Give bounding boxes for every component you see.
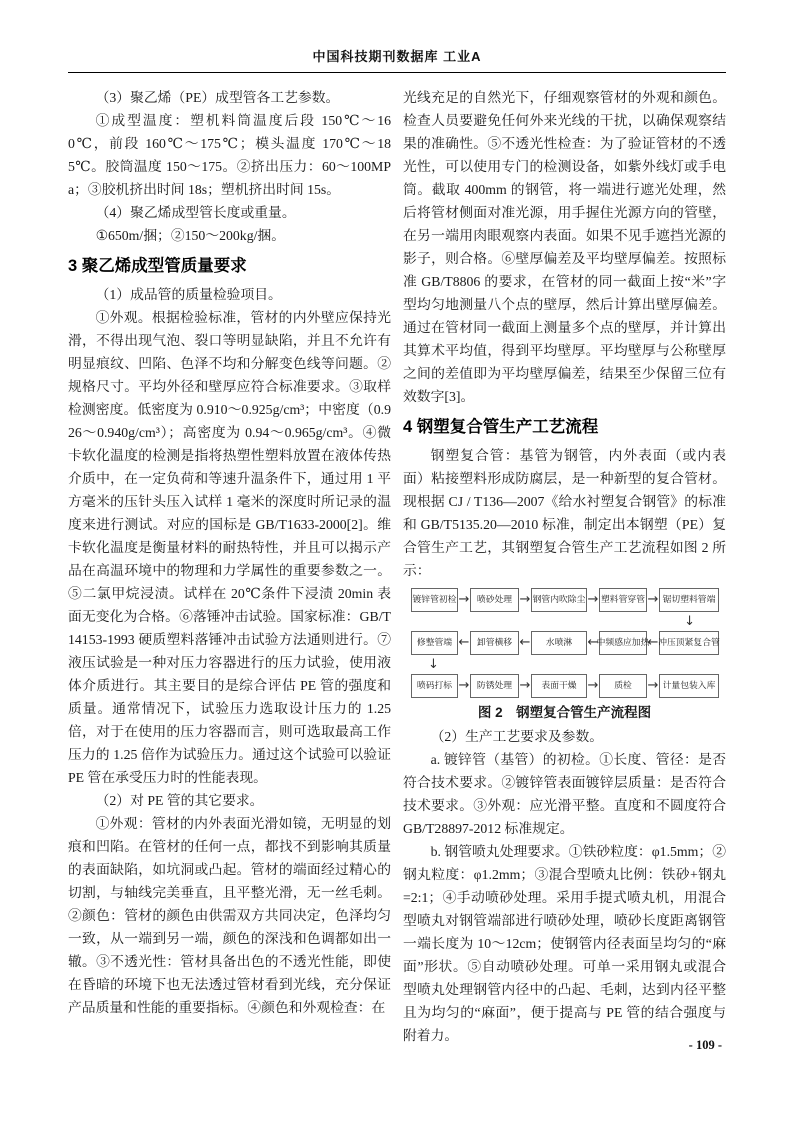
- flow-box: 冲压顶紧复合管: [659, 631, 719, 655]
- flow-box: 喷码打标: [411, 674, 458, 698]
- flow-box: 表面干燥: [531, 674, 587, 698]
- flow-row-1: [411, 588, 719, 612]
- flow-row-3: [411, 674, 719, 698]
- flow-box: 锯切塑料管端: [659, 588, 719, 612]
- flowchart: [411, 588, 719, 698]
- paragraph: ①外观：管材的内外表面光滑如镜，无明显的划痕和凹陷。在管材的任何一点，都找不到影响其质量的表面缺陷，如坑洞或凸起。管材的端面经过精心的切割，与轴线完美垂直，且平整光滑，无一丝毛刺。②颜色：管材的颜色由供需双方共同决定，色泽均匀一致，从一端到另一端，颜色的深浅和色调都如出一辙。③不透光性：管材具备出色的不透光性能，即使在昏暗的环境下也无法透过管材看到光线，充分保证产品质量和性能的重要指标。④颜色和外观检查：在: [68, 816, 391, 1015]
- left-arrow-icon: ←: [519, 635, 531, 650]
- section-heading-4: 4 钢塑复合管生产工艺流程: [403, 418, 599, 436]
- flow-box: 喷砂处理: [470, 588, 519, 612]
- left-arrow-icon: ←: [587, 635, 599, 650]
- right-arrow-icon: →: [647, 678, 659, 693]
- section-heading-3: 3 聚乙烯成型管质量要求: [68, 257, 247, 275]
- down-arrow-icon: ↓: [684, 614, 695, 629]
- flow-box: 防锈处理: [470, 674, 519, 698]
- right-arrow-icon: →: [647, 592, 659, 607]
- paragraph: ①成型温度：塑机料筒温度后段 150℃～160℃，前段 160℃～175℃；模头温度 170℃～185℃。胶筒温度 150～175。②挤出压力：60～100MPa；③胶机挤出时间 18s；塑机挤出时间 15s。: [68, 113, 391, 197]
- flow-connector-down-left: [411, 655, 719, 674]
- paragraph: （3）聚乙烯（PE）成型管各工艺参数。: [95, 90, 340, 105]
- down-arrow-icon: ↓: [428, 657, 439, 672]
- flow-box: 镀锌管初检: [411, 588, 458, 612]
- flow-box: 卸管横移: [470, 631, 519, 655]
- flow-box: 修整管端: [411, 631, 458, 655]
- paragraph: 钢塑复合管：基管为钢管，内外表面（或内表面）粘接塑料形成防腐层，是一种新型的复合管材。现根据 CJ / T136—2007《给水衬塑复合钢管》的标准和 GB/T5135.20—2010 标准，制定出本钢塑（PE）复合管生产工艺，其钢塑复合管生产工艺流程如图 2 所示：: [403, 448, 726, 578]
- paragraph: （4）聚乙烯成型管长度或重量。: [95, 205, 296, 220]
- flow-connector-down-right: [411, 612, 719, 631]
- right-arrow-icon: →: [587, 592, 599, 607]
- journal-header: 中国科技期刊数据库 工业A: [312, 49, 482, 64]
- paragraph: ①外观。根据检验标准，管材的内外壁应保持光滑，不得出现气泡、裂口等明显缺陷，并且不允许有明显痕纹、凹陷、色泽不均和分解变色线等问题。②规格尺寸。平均外径和壁厚应符合标准要求。③取样检测密度。低密度为 0.910～0.925g/cm³；中密度（0.926～0.940g/cm³）；高密度为 0.94～0.965g/cm³。④微卡软化温度的检测是指将热塑性塑料放置在液体传热介质中，在一定负荷和等速升温条件下，通过用 1 平方毫米的压针头压入试样 1 毫米的深度时所记录的温度来进行测试。对应的国标是 GB/T1633-2000[2]。维卡软化温度是衡量材料的耐热特性，并且可以揭示产品在高温环境中的物理和力学属性的重要参数之一。⑤二氯甲烷浸渍。试样在 20℃条件下浸渍 20min 表面无变化为合格。⑥落锤冲击试验。国家标准：GB/T14153-1993 硬质塑料落锤冲击试验方法通则进行。⑦液压试验是一种对压力容器进行的压力试验，使用液体介质进行。其主要目的是综合评估 PE 管的强度和质量。通常情况下，试验压力选取设计压力的 1.25 倍，对于在使用的压力容器而言，则可选取最高工作压力的 1.25 倍作为试验压力。通过这个试验可以验证 PE 管在承受压力时的性能表现。: [68, 310, 391, 785]
- right-arrow-icon: →: [458, 592, 470, 607]
- flow-box: 质检: [599, 674, 647, 698]
- left-arrow-icon: ←: [647, 635, 659, 650]
- flow-box: 水喷淋: [531, 631, 587, 655]
- paragraph: （2）生产工艺要求及参数。: [430, 729, 604, 744]
- right-arrow-icon: →: [458, 678, 470, 693]
- flow-box: 中频感应加热: [599, 631, 647, 655]
- figure-2: [403, 588, 726, 721]
- paragraph: ①650m/捆；②150～200kg/捆。: [95, 228, 286, 243]
- flow-box: 塑料管穿管: [599, 588, 647, 612]
- paragraph: （2）对 PE 管的其它要求。: [95, 793, 264, 808]
- flow-box: 计量包装入库: [659, 674, 719, 698]
- flow-row-2: [411, 631, 719, 655]
- right-arrow-icon: →: [519, 592, 531, 607]
- paragraph-continuation: 光线充足的自然光下，仔细观察管材的外观和颜色。检查人员要避免任何外来光线的干扰，以确保观察结果的准确性。⑤不透光性检查：为了验证管材的不透光性，可以使用专门的检测设备，如紫外线灯或手电筒。截取 400mm 的钢管，将一端进行遮光处理，然后将管材侧面对准光源，用手握住光源方向的管壁，在另一端用肉眼观察内表面。如果不见手遮挡光源的影子，则合格。⑥壁厚偏差及平均壁厚偏差。按照标准 GB/T8806 的要求，在管材的同一截面上按“米”字型均匀地测量八个点的壁厚，然后计算出壁厚偏差。通过在管材同一截面上测量多个点的壁厚，并计算出其算术平均值，得到平均壁厚。平均壁厚与公称壁厚之间的差值即为平均壁厚偏差，结果至少保留三位有效数字[3]。: [403, 90, 726, 404]
- left-arrow-icon: ←: [458, 635, 470, 650]
- two-column-body: [68, 86, 726, 1047]
- right-column: [403, 86, 726, 1047]
- paragraph: b. 钢管喷丸处理要求。①铁砂粒度：φ1.5mm；②钢丸粒度：φ1.2mm；③混合型喷丸比例：铁砂+钢丸=2:1；④手动喷砂处理。采用手提式喷丸机，用混合型喷丸对钢管端部进行喷砂处理，喷砂长度距离钢管一端长度为 10～12cm；使钢管内径表面呈均匀的“麻面”形状。⑤自动喷砂处理。可单一采用钢丸或混合型喷丸处理钢管内径中的凸起、毛刺，达到内径平整且为均匀的“麻面”，便于提高与 PE 管的结合强度与附着力。: [403, 844, 726, 1043]
- paragraph: a. 镀锌管（基管）的初检。①长度、管径：是否符合技术要求。②镀锌管表面镀锌层质量：是否符合技术要求。③外观：应光滑平整。直度和不圆度符合 GB/T28897-2012 标准规定。: [403, 752, 726, 836]
- header-rule: [68, 72, 726, 73]
- left-column: [68, 86, 391, 1047]
- right-arrow-icon: →: [519, 678, 531, 693]
- figure-caption: 图 2 钢塑复合管生产流程图: [477, 705, 652, 720]
- flow-box: 钢管内吹除尘: [531, 588, 587, 612]
- paragraph: （1）成品管的质量检验项目。: [95, 287, 282, 302]
- page-number: - 109 -: [688, 1038, 722, 1052]
- right-arrow-icon: →: [587, 678, 599, 693]
